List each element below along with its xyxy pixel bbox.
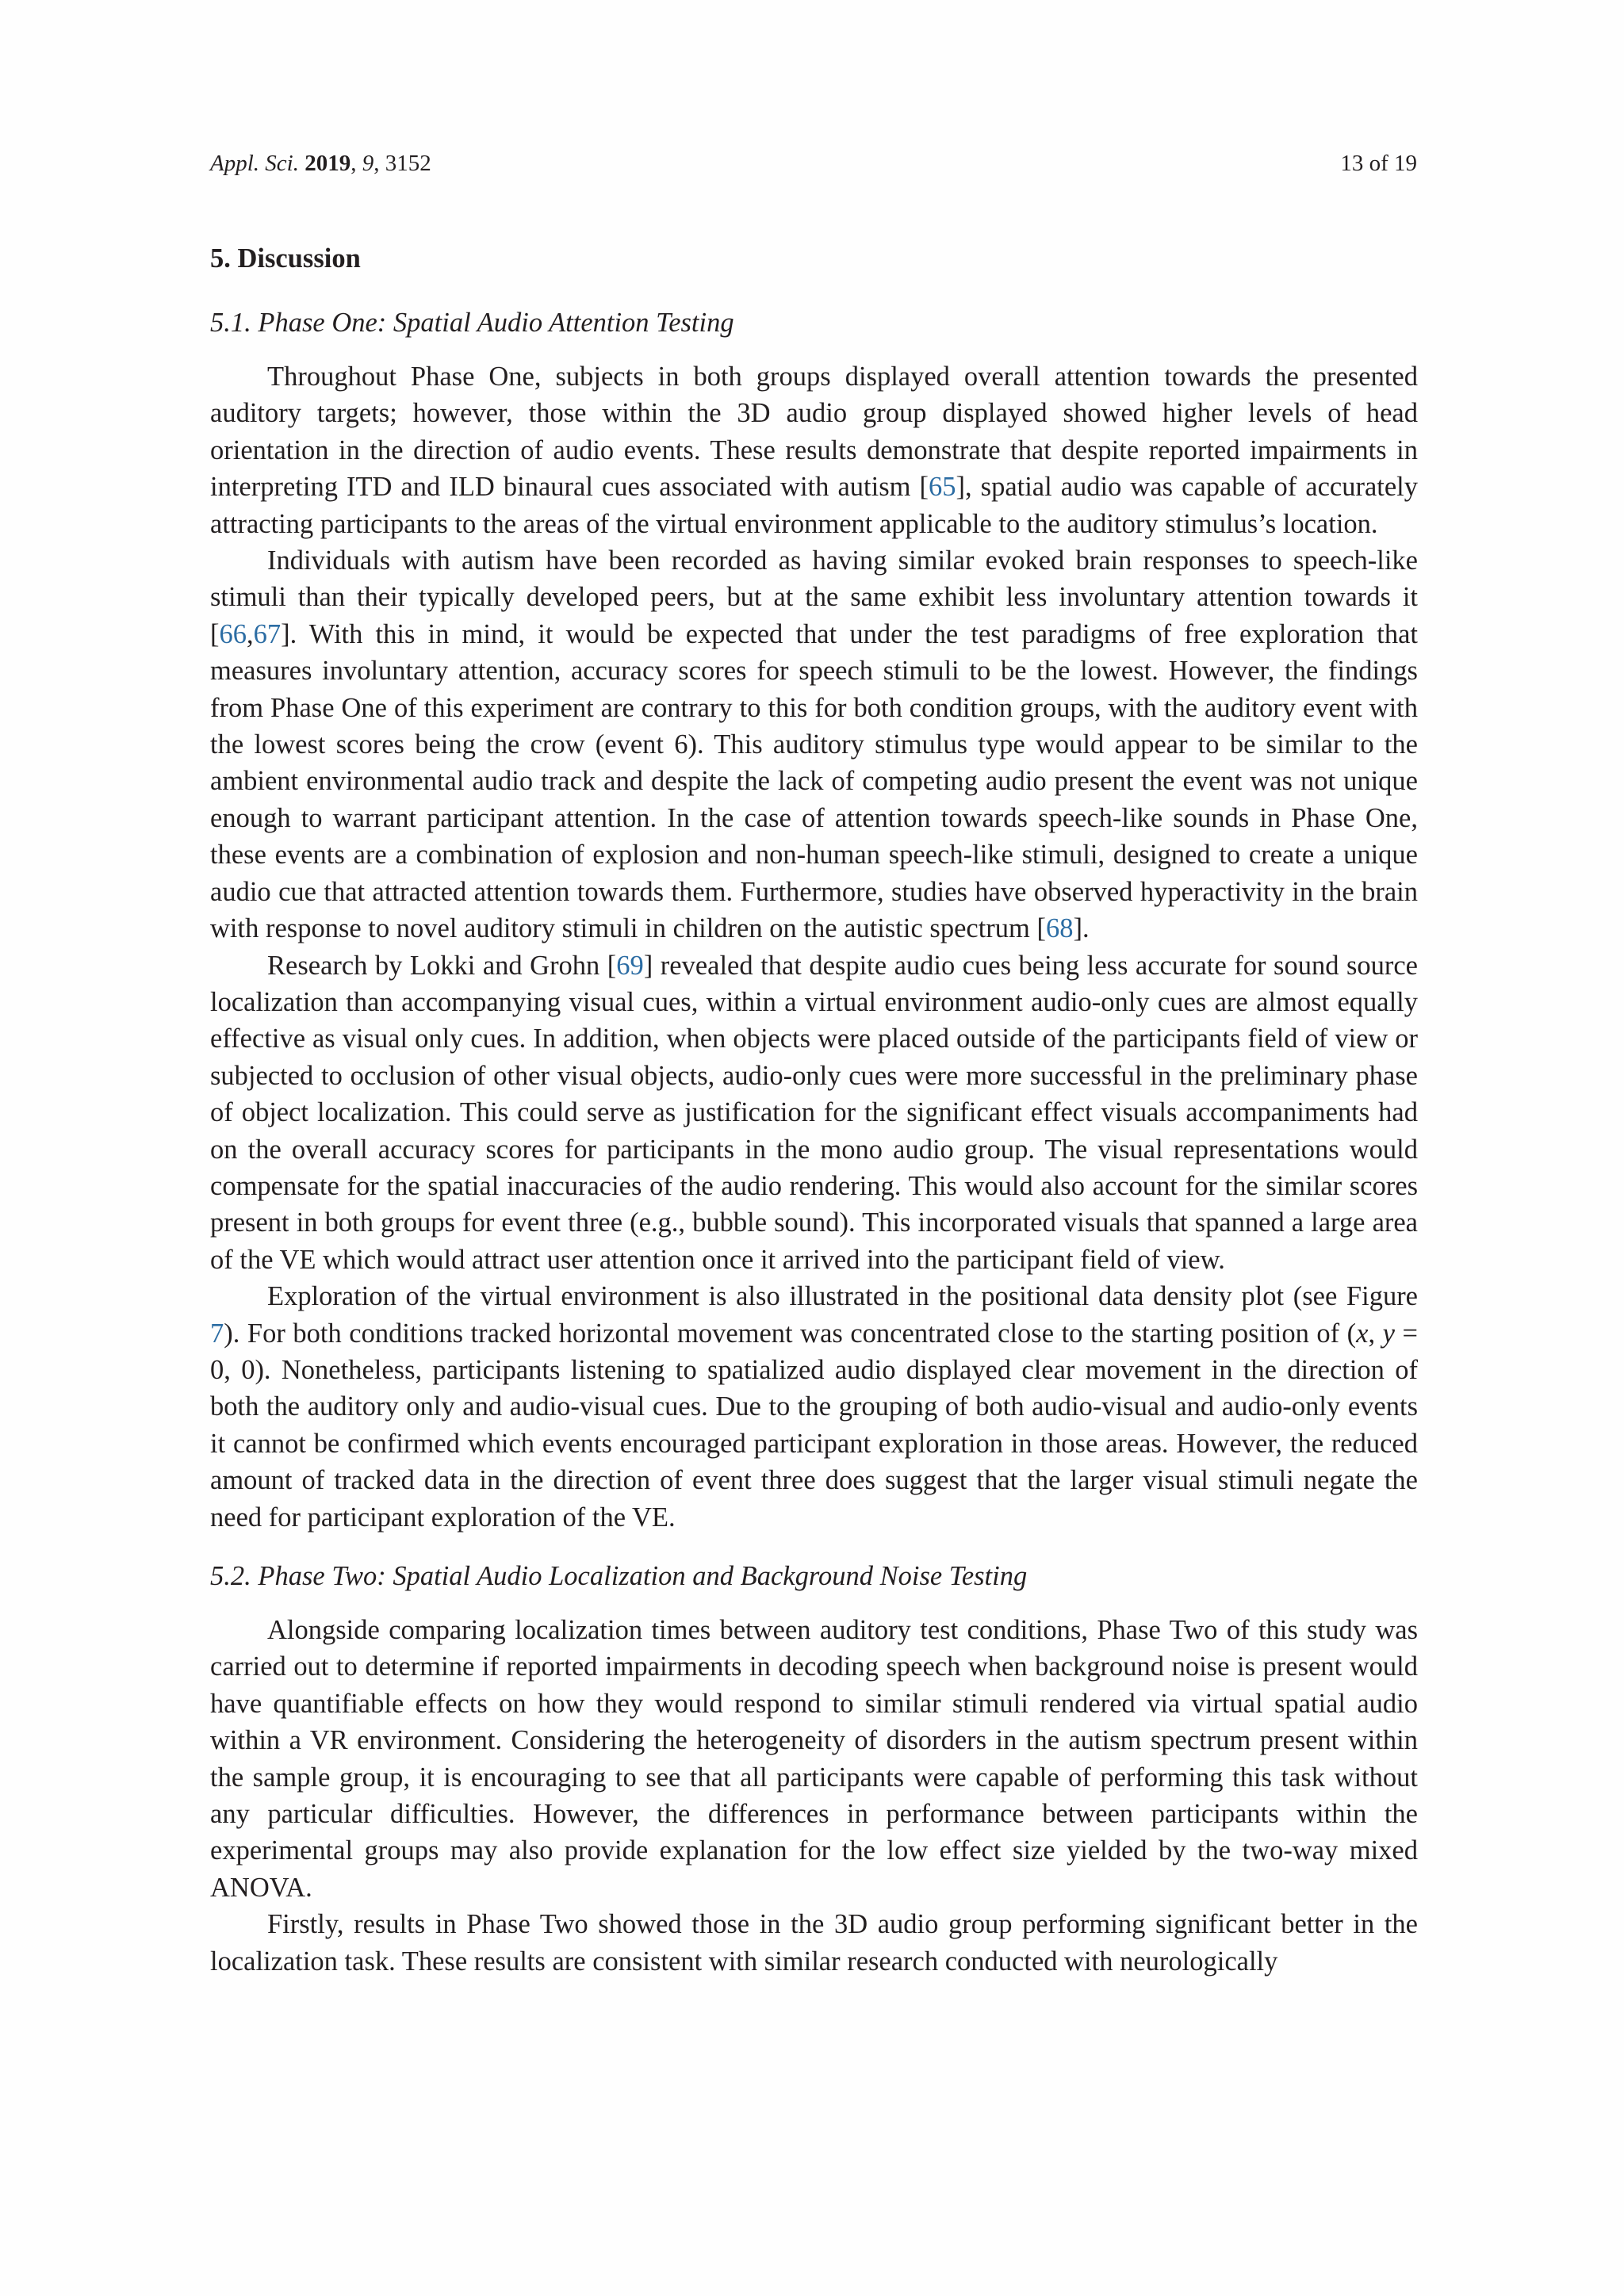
figure-link[interactable]: 7	[210, 1318, 224, 1349]
journal-year: 2019	[304, 151, 351, 176]
subsection-heading-phase-two: 5.2. Phase Two: Spatial Audio Localization and Background Noise Testing	[210, 1561, 1028, 1591]
page-number: 13 of 19	[1340, 151, 1417, 176]
paragraph: Alongside comparing localization times between auditory test conditions, Phase Two of this study was carried out to determine if reported impairments in decoding speech when background noise is present would have quantifiable effects on how they would respond to similar stimuli rendered via virtual spatial audio within a VR environment. Considering the heterogeneity of disorders in the autism spectrum present within the sample group, it is encouraging to see that all participants were capable of performing this task without any particular difficulties. However, the differences in performance between participants within the experimental groups may also provide explanation for the low effect size yielded by the two-way mixed ANOVA.	[210, 1615, 1418, 1903]
math-variable: x	[1356, 1318, 1369, 1349]
math-variable: y	[1382, 1318, 1395, 1349]
body-text	[210, 240, 1418, 1980]
subsection-heading-phase-one: 5.1. Phase One: Spatial Audio Attention Testing	[210, 308, 734, 338]
citation-link[interactable]: 69	[616, 950, 644, 981]
journal-name: Appl. Sci.	[210, 151, 299, 176]
citation-link[interactable]: 67	[253, 618, 282, 649]
citation-link[interactable]: 66	[219, 618, 247, 649]
journal-volume: 9	[362, 151, 374, 176]
running-header: Appl. Sci. 2019, 9, 3152 13 of 19	[210, 151, 1417, 176]
section-heading: 5. Discussion	[210, 243, 361, 274]
citation-link[interactable]: 68	[1045, 913, 1074, 944]
citation-link[interactable]: 65	[929, 472, 956, 503]
paragraph: Firstly, results in Phase Two showed those in the 3D audio group performing significant better in the localization task. These results are consistent with similar research conducted with neurologically	[210, 1909, 1418, 1976]
paragraph: Throughout Phase One, subjects in both groups displayed overall attention towards the presented auditory targets; however, those within the 3D audio group displayed showed higher levels of head orientation in the direction of audio events. These results demonstrate that despite reported impairments in interpreting ITD and ILD binaural cues associated with autism [65], spatial audio was capable of accurately attracting participants to the areas of the virtual environment applicable to the auditory stimulus’s location.	[210, 362, 1419, 539]
paragraph: Exploration of the virtual environment is also illustrated in the positional data density plot (see Figure 7). For both conditions tracked horizontal movement was concentrated close to the starting position of (x, y = 0, 0). Nonetheless, participants listening to spatialized audio displayed clear movement in the direction of both the auditory only and audio-visual cues. Due to the grouping of both audio-visual and audio-only events it cannot be confirmed which events encouraged participant exploration in those areas. However, the reduced amount of tracked data in the direction of event three does suggest that the larger visual stimuli negate the need for participant exploration of the VE.	[210, 1281, 1418, 1533]
paragraph: Research by Lokki and Grohn [69] revealed that despite audio cues being less accurate for sound source localization than accompanying visual cues, within a virtual environment audio-only cues are almost equally effective as visual only cues. In addition, when objects were placed outside of the participants field of view or subjected to occlusion of other visual objects, audio-only cues were more successful in the preliminary phase of object localization. This could serve as justification for the significant effect visuals accompaniments had on the overall accuracy scores for participants in the mono audio group. The visual representations would compensate for the spatial inaccuracies of the audio rendering. This would also account for the similar scores present in both groups for event three (e.g., bubble sound). This incorporated visuals that spanned a large area of the VE which would attract user attention once it arrived into the participant field of view.	[210, 950, 1418, 1275]
paragraph: Individuals with autism have been recorded as having similar evoked brain responses to speech-like stimuli than their typically developed peers, but at the same exhibit less involuntary attention towards it [66,67]. With this in mind, it would be expected that under the test paradigms of free exploration that measures involuntary attention, accuracy scores for speech stimuli to be the lowest. However, the findings from Phase One of this experiment are contrary to this for both condition groups, with the auditory event with the lowest scores being the crow (event 6). This auditory stimulus type would appear to be similar to the ambient environmental audio track and despite the lack of competing audio present the event was not unique enough to warrant participant attention. In the case of attention towards speech-like sounds in Phase One, these events are a combination of explosion and non-human speech-like stimuli, designed to create a unique audio cue that attracted attention towards them. Furthermore, studies have observed hyperactivity in the brain with response to novel auditory stimuli in children on the autistic spectrum [68].	[210, 545, 1418, 944]
article-number: , 3152	[373, 151, 431, 176]
